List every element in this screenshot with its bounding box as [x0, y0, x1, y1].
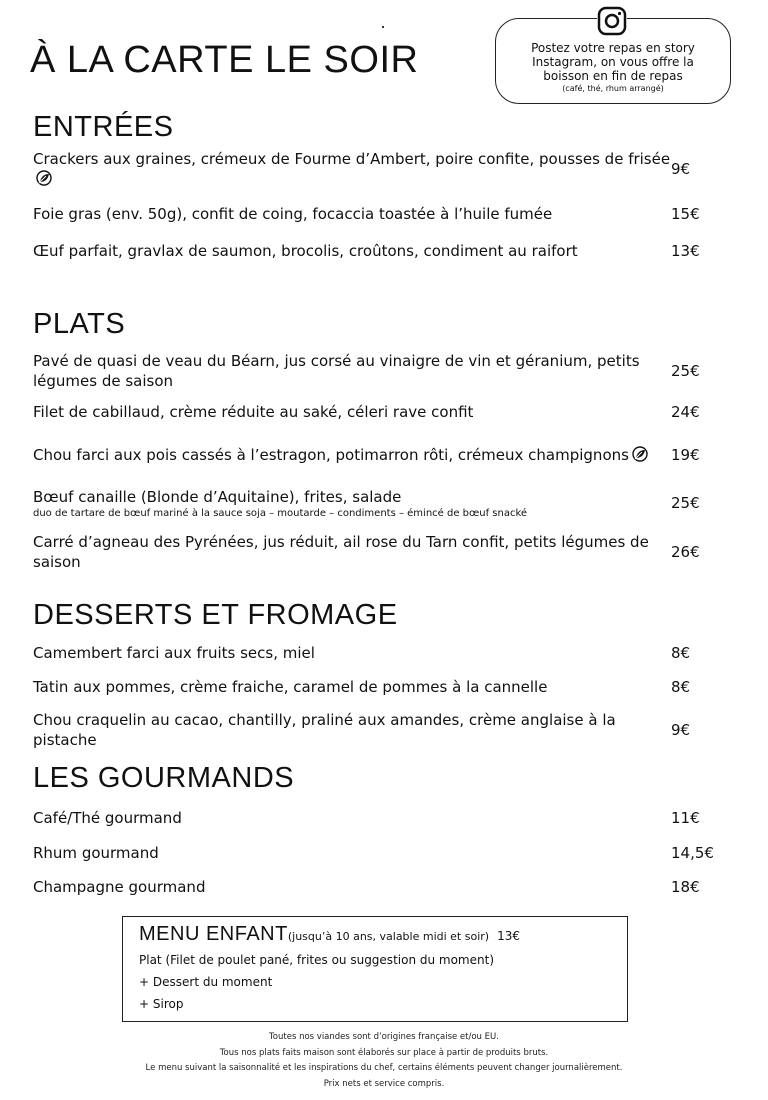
menu-item: [33, 485, 723, 521]
vegetarian-leaf-icon: [36, 170, 52, 186]
item-description: Tatin aux pommes, crème fraiche, caramel de pommes à la cannelle: [33, 678, 548, 696]
kids-menu-line-2: + Dessert du moment: [139, 975, 273, 989]
kids-menu-header: [139, 921, 627, 949]
kids-menu-line-3: + Sirop: [139, 997, 184, 1011]
item-description: Crackers aux graines, crémeux de Fourme d’Ambert, poire confite, pousses de frisée: [33, 149, 671, 189]
kids-menu-price: 13€: [497, 929, 520, 943]
promo-line-3: boisson en fin de repas: [543, 69, 683, 83]
item-price: 24€: [671, 403, 700, 421]
item-description: Champagne gourmand: [33, 878, 206, 896]
item-description: Camembert farci aux fruits secs, miel: [33, 644, 315, 662]
menu-item: [33, 531, 723, 573]
item-price: 26€: [671, 543, 700, 561]
menu-item: [33, 401, 723, 423]
promo-line-2: Instagram, on vous offre la: [532, 55, 694, 69]
item-price: 25€: [671, 494, 700, 512]
footer-line-3: Le menu suivant la saisonnalité et les inspirations du chef, certains éléments peuvent changer journalièrement.: [145, 1063, 623, 1073]
item-description: Œuf parfait, gravlax de saumon, brocolis, croûtons, condiment au raifort: [33, 242, 578, 260]
item-price: 11€: [671, 809, 700, 827]
menu-item: [33, 350, 723, 392]
item-description: Café/Thé gourmand: [33, 809, 182, 827]
item-description: Pavé de quasi de veau du Béarn, jus corsé au vinaigre de vin et géranium, petits légumes de saison: [33, 352, 640, 390]
page-title: À LA CARTE LE SOIR: [30, 39, 419, 81]
item-description: Rhum gourmand: [33, 844, 159, 862]
item-price: 9€: [671, 160, 691, 178]
footer-line-1: Toutes nos viandes sont d’origines française et/ou EU.: [269, 1032, 499, 1042]
item-subdescription: duo de tartare de bœuf mariné à la sauce soja – moutarde – condiments – émincé de bœuf snacké: [33, 507, 528, 519]
menu-item: [33, 642, 723, 664]
menu-item: [33, 807, 723, 829]
kids-menu-box: [122, 916, 628, 1022]
menu-item: [33, 240, 723, 262]
footer-line-2: Tous nos plats faits maison sont élaborés sur place à partir de produits bruts.: [219, 1047, 549, 1058]
kids-menu-note: (jusqu’à 10 ans, valable midi et soir): [287, 930, 490, 943]
item-description: Chou farci aux pois cassés à l’estragon, potimarron rôti, crémeux champignons: [33, 445, 671, 465]
menu-item: [33, 842, 723, 864]
menu-item: [33, 203, 723, 225]
item-price: 19€: [671, 446, 700, 464]
kids-menu-title: MENU ENFANT: [139, 923, 288, 945]
vegetarian-leaf-icon: [632, 446, 648, 462]
section-title-entrees: ENTRÉES: [33, 111, 174, 143]
item-price: 8€: [671, 644, 691, 662]
menu-item: [33, 434, 723, 476]
instagram-promo-box: [495, 18, 731, 104]
item-description: Foie gras (env. 50g), confit de coing, focaccia toastée à l’huile fumée: [33, 205, 553, 223]
menu-item: [33, 876, 723, 898]
item-description: Filet de cabillaud, crème réduite au saké, céleri rave confit: [33, 403, 474, 421]
item-price: 18€: [671, 878, 700, 896]
menu-item: [33, 709, 723, 751]
item-price: 14,5€: [671, 844, 714, 862]
footer-notes: [0, 1030, 768, 1092]
item-price: 25€: [671, 362, 700, 380]
item-description: Chou craquelin au cacao, chantilly, praliné aux amandes, crème anglaise à la pistache: [33, 711, 616, 749]
menu-item: [33, 148, 723, 190]
item-price: 8€: [671, 678, 691, 696]
item-price: 9€: [671, 721, 691, 739]
section-title-plats: PLATS: [33, 308, 126, 340]
instagram-icon: [597, 6, 627, 36]
kids-menu-line-1: Plat (Filet de poulet pané, frites ou suggestion du moment): [139, 953, 494, 967]
promo-line-1: Postez votre repas en story: [531, 41, 695, 55]
footer-line-4: Prix nets et service compris.: [323, 1078, 445, 1089]
menu-item: [33, 676, 723, 698]
promo-small-note: (café, thé, rhum arrangé): [562, 84, 664, 93]
item-description: Carré d’agneau des Pyrénées, jus réduit, ail rose du Tarn confit, petits légumes de saison: [33, 533, 649, 571]
item-description: Bœuf canaille (Blonde d’Aquitaine), frites, salade duo de tartare de bœuf mariné à la sauce soja – moutarde – condiments – émincé de bœuf snacké: [33, 487, 671, 520]
decorative-dot: [382, 26, 384, 28]
item-price: 13€: [671, 242, 700, 260]
item-price: 15€: [671, 205, 700, 223]
section-title-desserts: DESSERTS ET FROMAGE: [33, 599, 398, 631]
section-title-gourmands: LES GOURMANDS: [33, 762, 295, 794]
